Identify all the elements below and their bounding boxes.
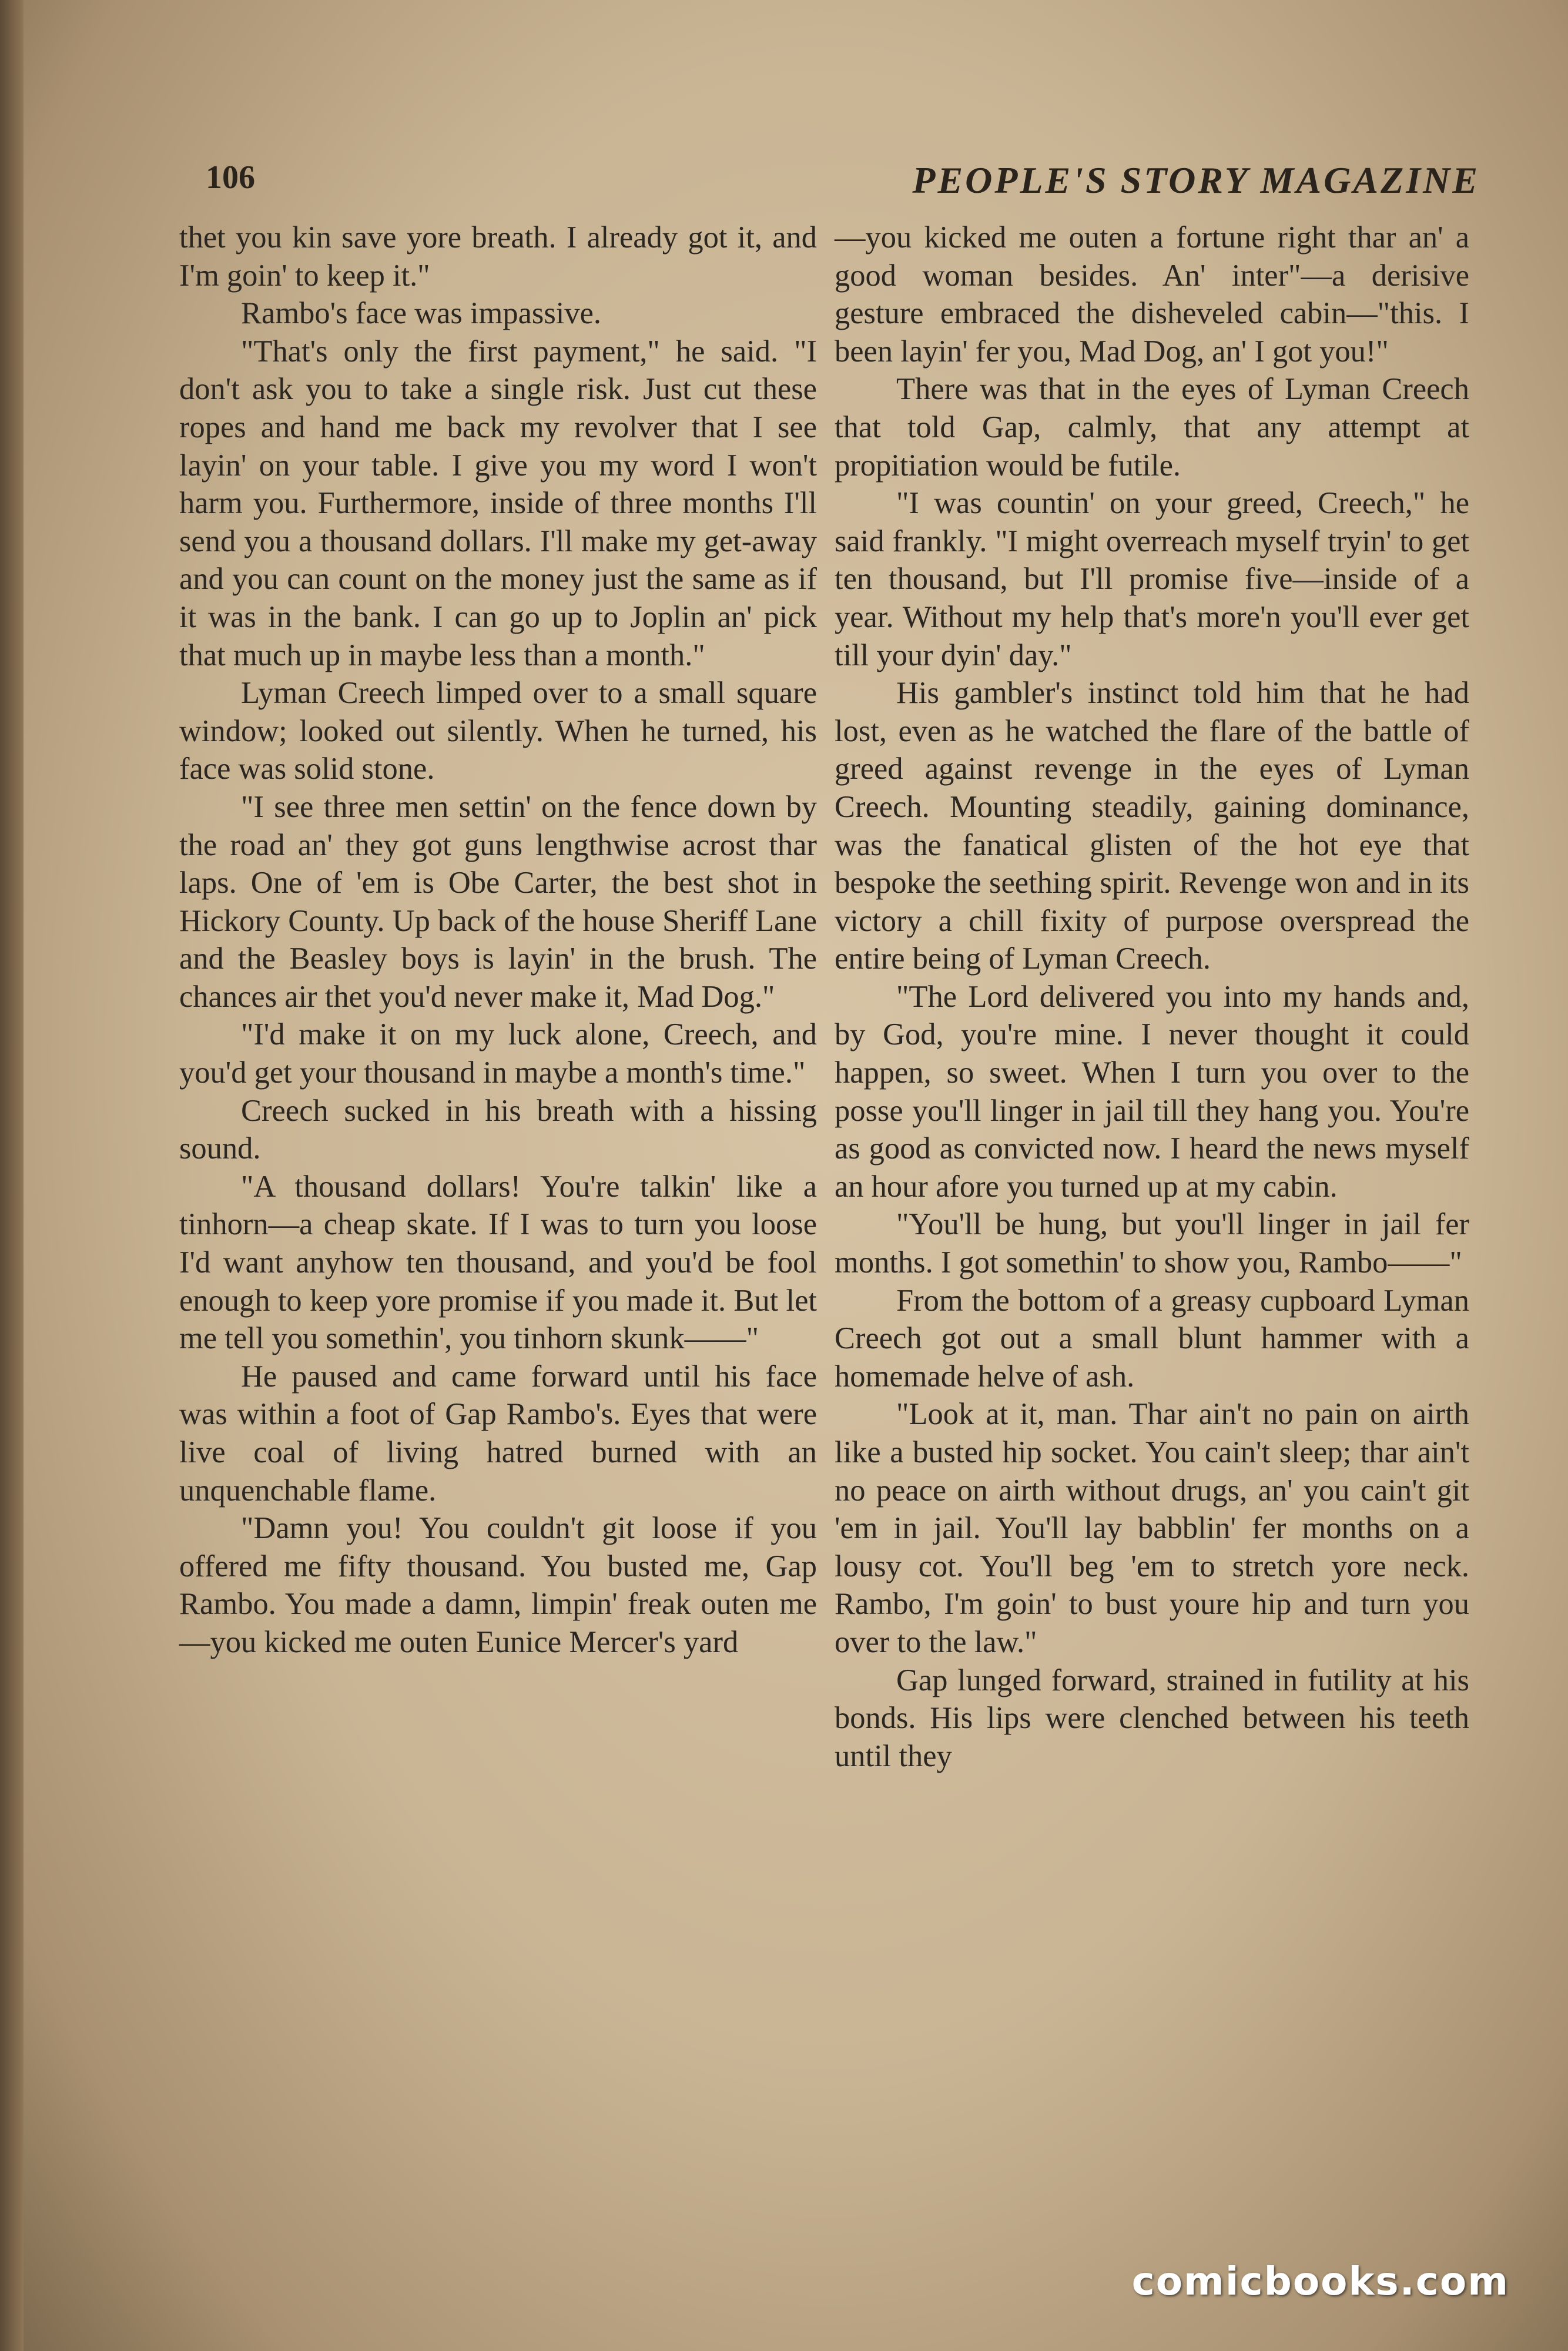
paragraph: "You'll be hung, but you'll linger in jail fer months. I got somethin' to show you, Rambo——" xyxy=(835,1207,1469,1280)
paragraph: From the bottom of a greasy cupboard Lyman Creech got out a small blunt hammer with a homemade helve of ash. xyxy=(835,1283,1469,1394)
paragraph: There was that in the eyes of Lyman Creech that told Gap, calmly, that any attempt at propitiation would be futile. xyxy=(835,372,1469,483)
paragraph: "The Lord delivered you into my hands and, by God, you're mine. I never thought it could happen, so sweet. When I turn you over to the posse you'll linger in jail till they hang you. You're as good as convicted now. I heard the news myself an hour afore you turned up at my cabin. xyxy=(835,979,1469,1204)
paragraph: —you kicked me outen a fortune right thar an' a good woman besides. An' inter"—a derisive gesture embraced the disheveled cabin—"this. I been layin' fer you, Mad Dog, an' I got you!" xyxy=(835,220,1469,369)
page-number: 106 xyxy=(206,159,255,196)
paragraph: "That's only the first payment," he said. "I don't ask you to take a single risk. Just cut these ropes and hand me back my revolver that I see layin' on your table. I give you my word I won't harm you. Furthermore, inside of three months I'll send you a thousand dollars. I'll make my get-away and you can count on the money just the same as if it was in the bank. I can go up to Joplin an' pick that much up in maybe less than a month." xyxy=(179,334,817,672)
paragraph: Rambo's face was impassive. xyxy=(241,296,602,331)
paragraph: His gambler's instinct told him that he had lost, even as he watched the flare of the battle of greed against revenge in the eyes of Lyman Creech. Mounting steadily, gaining dominance, was the fanatical glisten of the hot eye that bespoke the seething spirit. Revenge won and in its victory a chill fixity of purpose overspread the entire being of Lyman Creech. xyxy=(835,676,1469,976)
paragraph: Lyman Creech limped over to a small square window; looked out silently. When he turned, his face was solid stone. xyxy=(179,676,817,786)
running-head: PEOPLE'S STORY MAGAZINE xyxy=(912,159,1480,201)
right-column xyxy=(835,219,1469,1775)
paragraph: "Damn you! You couldn't git loose if you offered me fifty thousand. You busted me, Gap Rambo. You made a damn, limpin' freak outen me—you kicked me outen Eunice Mercer's yard xyxy=(179,1511,817,1659)
paragraph: "A thousand dollars! You're talkin' like a tinhorn—a cheap skate. If I was to turn you loose I'd want anyhow ten thousand, and you'd be fool enough to keep yore promise if you made it. But let me tell you somethin', you tinhorn skunk——" xyxy=(179,1169,817,1356)
site-watermark: comicbooks.com xyxy=(1131,2259,1509,2304)
paragraph: "I was countin' on your greed, Creech," he said frankly. "I might overreach myself tryin' to get ten thousand, but I'll promise five—inside of a year. Without my help that's more'n you'll ever get till your dyin' day." xyxy=(835,486,1469,672)
paragraph: Creech sucked in his breath with a hissing sound. xyxy=(179,1093,817,1166)
paragraph: He paused and came forward until his face was within a foot of Gap Rambo's. Eyes that were live coal of living hatred burned with an unquenchable flame. xyxy=(179,1359,817,1508)
book-spine xyxy=(0,0,24,2351)
paragraph: thet you kin save yore breath. I already got it, and I'm goin' to keep it." xyxy=(179,220,817,293)
page-header xyxy=(188,159,1480,206)
left-column xyxy=(179,219,817,1662)
paragraph: "I'd make it on my luck alone, Creech, and you'd get your thousand in maybe a month's time." xyxy=(179,1017,817,1090)
paragraph: "Look at it, man. Thar ain't no pain on airth like a busted hip socket. You cain't sleep; thar ain't no peace on airth without drugs, an' you cain't git 'em in jail. You'll lay babblin' fer months on a lousy cot. You'll beg 'em to stretch yore neck. Rambo, I'm goin' to bust youre hip and turn you over to the law." xyxy=(835,1397,1469,1659)
paragraph: Gap lunged forward, strained in futility at his bonds. His lips were clenched between his teeth until they xyxy=(835,1663,1469,1773)
paragraph: "I see three men settin' on the fence down by the road an' they got guns lengthwise acrost thar laps. One of 'em is Obe Carter, the best shot in Hickory County. Up back of the house Sheriff Lane and the Beasley boys is layin' in the brush. The chances air thet you'd never make it, Mad Dog." xyxy=(179,789,817,1014)
